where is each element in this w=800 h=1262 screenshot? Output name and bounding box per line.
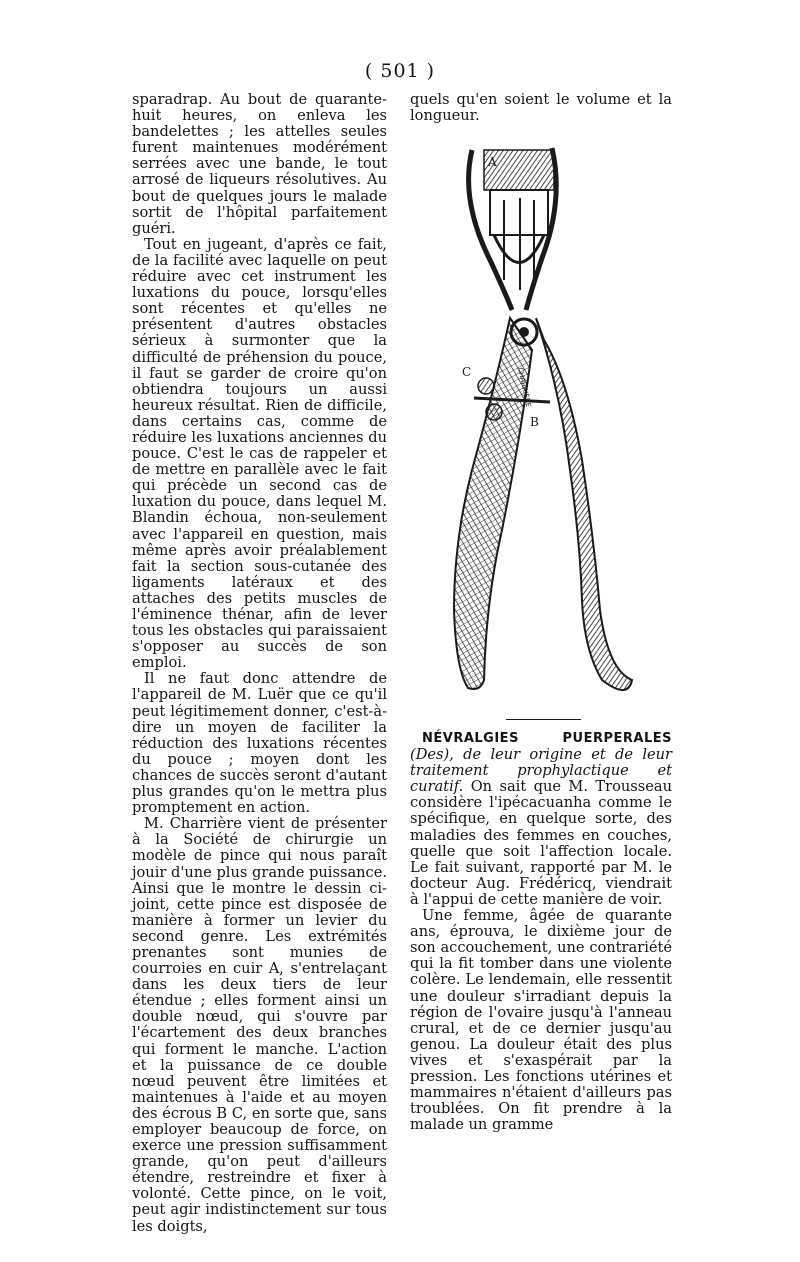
strap-inner (504, 198, 534, 290)
left-paragraph-1: sparadrap. Au bout de quarante-huit heures, on enleva les bandelettes ; les attelles seules furent maintenues modérément serrées avec une bande, le tout arrosé de liqueurs résolutives. Au bout de quelques jours le malade sortit de l'hôpital parfaitement guéri. (132, 91, 387, 237)
forceps-illustration (432, 140, 642, 720)
section-subtitle: (Des), de leur origine et de leur traitement prophylactique et curatif. (410, 746, 672, 796)
left-paragraph-3: Il ne faut donc attendre de l'appareil de M. Luër que ce qu'il peut légitimement donner, c'est-à-dire un moyen de faciliter la réduction des luxations récentes du pouce ; moyen dont les chances de succès seront d'autant plus grandes qu'on le mettra plus promptement en action. (132, 670, 387, 817)
label-b: B (530, 415, 539, 429)
handle-right (536, 318, 632, 690)
page-number: ( 501 ) (364, 60, 436, 82)
section-paragraph-2: Une femme, âgée de quarante ans, éprouva, le dixième jour de son accouchement, une contrariété qui la fit tomber dans une violente colère. Le lendemain, elle ressentit une douleur s'irradiant depuis la région de l'ovaire jusqu'à l'anneau crural, et de ce dernier jusqu'au genou. La douleur était des plus vives et s'exaspérait par la pression. Les fonctions utérines et mammaires n'étaient d'ailleurs pas troublées. On fit prendre à la malade un gramme (410, 907, 672, 1134)
label-c: C (462, 365, 472, 379)
screw-nut-b (486, 404, 502, 420)
section-intro: On sait que M. Trousseau considère l'ipécacuanha comme le spécifique, en quelque sorte, des maladies des femmes en couches, quelle que soit l'affection locale. Le fait suivant, rapporté par M. le docteur Aug. Frédéricq, viendrait à l'appui de cette manière de voir. (410, 778, 672, 908)
left-column (132, 92, 387, 1235)
screw-bar (474, 398, 550, 402)
left-paragraph-4: M. Charrière vient de présenter à la Société de chirurgie un modèle de pince qui nous paraît jouir d'une plus grande puissance. Ainsi que le montre le dessin ci-joint, cette pince est disposée de manière à former un levier du second genre. Les extrémités prenantes sont munies de courroies en cuir A, s'entrelaçant dans les deux tiers de leur étendue ; elles forment ainsi un double nœud, qui s'ouvre par l'écartement des deux branches qui forment le manche. L'action et la puissance de ce double nœud peuvent être limitées et maintenues à l'aide et au moyen des écrous B C, en sorte que, sans employer beaucoup de force, on exerce une pression suffisamment grande, qu'on peut d'ailleurs étendre, restreindre et fixer à volonté. Cette pince, on le voit, peut agir indistinctement sur tous les doigts, (132, 815, 387, 1235)
right-top-text: quels qu'en soient le volume et la longueur. (410, 91, 672, 125)
section-heading: NÉVRALGIES PUERPERALES (422, 731, 672, 746)
screw-nut-c (478, 378, 494, 394)
section-divider (506, 719, 581, 720)
right-column-top (410, 92, 672, 124)
left-paragraph-2: Tout en jugeant, d'après ce fait, de la facilité avec laquelle on peut réduire avec cet instrument les luxations du pouce, lorsqu'elles sont récentes et qu'elles ne présentent d'autres obstacles sérieux à surmonter que la difficulté de préhension du pouce, il faut se garder de croire qu'on obtiendra toujours un aussi heureux résultat. Rien de difficile, dans certains cas, comme de réduire les luxations anciennes du pouce. C'est le cas de rappeler et de mettre en parallèle avec le fait qui précède un second cas de luxation du pouce, dans lequel M. Blandin échoua, non-seulement avec l'appareil en question, mais même après avoir préalablement fait la section sous-cutanée des ligaments latéraux et des attaches des petits muscles de l'éminence thénar, afin de lever tous les obstacles qui paraissaient s'opposer au succès de son emploi. (132, 235, 387, 672)
article-neuralgies (410, 730, 672, 1133)
maker-stamp: CHARRIÈRE (516, 366, 533, 408)
forceps-engraving (432, 140, 642, 720)
label-a: A (488, 155, 497, 169)
